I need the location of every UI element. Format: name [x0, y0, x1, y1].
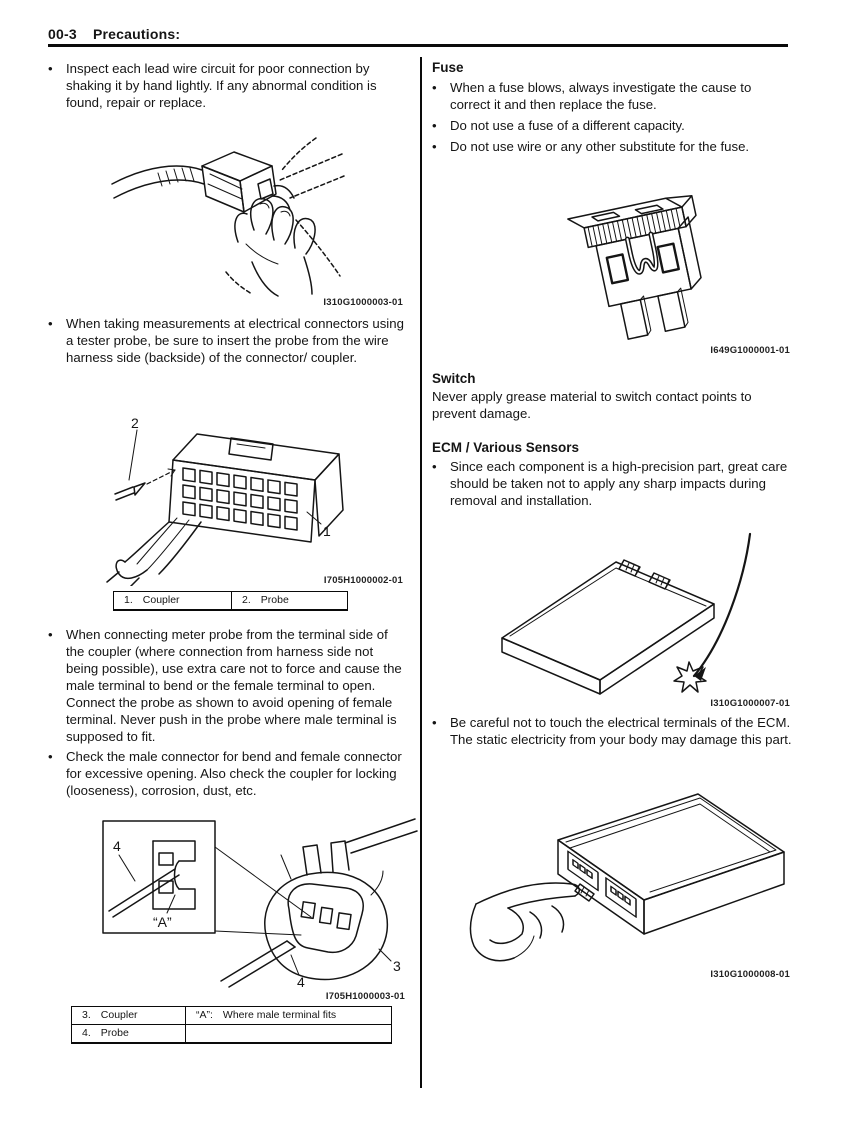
bullet-ecm-static [432, 714, 794, 748]
hand [470, 883, 579, 961]
probe-number-label: 4 [297, 974, 305, 989]
callout-lines [215, 847, 311, 935]
ecm-touch-illustration [468, 780, 802, 968]
bullet-inspect-lead-wire [48, 60, 406, 111]
bullet-marker [432, 458, 450, 509]
legend-label: Coupler [142, 594, 180, 606]
bullet-text: Be careful not to touch the electrical terminals of the ECM. The static electricity from your body may damage this part. [450, 715, 792, 747]
bullet-fuse-capacity [432, 117, 794, 134]
bullet-tester-probe [48, 315, 406, 366]
terminal-grid [183, 468, 297, 530]
bullet-text: When a fuse blows, always investigate the cause to correct it and then replace the fuse. [450, 80, 752, 112]
bullet-text: Do not use wire or any other substitute for the fuse. [450, 139, 750, 154]
inset-terminal-detail [109, 841, 195, 917]
motion-dashed-lines [226, 138, 344, 294]
figure-caption: I649G1000001-01 [710, 345, 790, 356]
legend-label: Probe [100, 1027, 129, 1039]
header-rule [48, 44, 788, 47]
label-leader-coupler [307, 512, 321, 524]
legend-note: Where male terminal fits [222, 1009, 337, 1021]
bullet-text: Since each component is a high-precision part, great care should be taken not to apply any sharp impacts during removal and installation. [450, 459, 788, 508]
bullet-text: Do not use a fuse of a different capacity. [450, 118, 685, 133]
bullet-marker [432, 138, 450, 155]
legend-note-key: “A”: [196, 1009, 213, 1021]
bullet-text: When taking measurements at electrical connectors using a tester probe, be sure to insert the probe from the wire harness side (backside) of the connector/ coupler. [66, 316, 404, 365]
coupler-number-label: 3 [393, 958, 401, 974]
bullet-marker [48, 626, 66, 745]
legend-cell [185, 1025, 391, 1042]
coupler-probe-illustration [105, 410, 377, 586]
bullet-text: Inspect each lead wire circuit for poor connection by shaking it by hand lightly. If any abnormal condition is found, repair or replace. [66, 61, 377, 110]
fuse-illustration [532, 188, 740, 352]
figure-fuse [532, 188, 740, 352]
bullet-ecm-impact [432, 458, 794, 509]
legend-label: Coupler [100, 1009, 138, 1021]
bullet-check-connector [48, 748, 406, 799]
legend-cell [114, 592, 231, 609]
section-heading-switch: Switch [432, 371, 476, 386]
bullet-marker [432, 714, 450, 748]
coupler-body [265, 819, 417, 980]
harness-shake-illustration [106, 124, 350, 298]
ecm-impact-illustration [488, 528, 792, 702]
bullet-fuse-substitute [432, 138, 794, 155]
bullet-text: When connecting meter probe from the terminal side of the coupler (where connection from harness side not being possible), use extra care not to force and cause the male terminal to bend or the female terminal to open. Connect the probe as shown to avoid opening of female terminal. Never push in the probe where male terminal is supposed to fit. [66, 627, 402, 744]
bullet-marker [48, 60, 66, 111]
wire-and-connector [112, 152, 294, 212]
ecm-box [502, 560, 714, 694]
coupler-leader [379, 949, 391, 961]
bullet-marker [48, 315, 66, 366]
waterproof-coupler-illustration [95, 815, 419, 989]
bullet-connecting-meter-probe [48, 626, 408, 745]
coupler-number-label: 1 [323, 523, 331, 539]
legend-num: 3. [82, 1009, 91, 1021]
switch-text: Never apply grease material to switch contact points to prevent damage. [432, 389, 752, 421]
ecm-box [558, 794, 784, 934]
legend-cell [72, 1007, 185, 1024]
bullet-text: Check the male connector for bend and female connector for excessive opening. Also check the coupler for locking (looseness), corrosion, dust, etc. [66, 749, 402, 798]
fuse-body [568, 193, 718, 346]
inset-probe-leader [119, 855, 135, 881]
legend-num: 1. [124, 594, 133, 606]
legend-num: 4. [82, 1027, 91, 1039]
figure-caption: I310G1000003-01 [323, 297, 403, 308]
figure-ecm-impact [488, 528, 792, 702]
probe [221, 941, 295, 987]
section-heading-fuse: Fuse [432, 60, 464, 75]
probe [115, 469, 175, 500]
bullet-fuse-blows [432, 79, 794, 113]
section-heading-ecm: ECM / Various Sensors [432, 440, 580, 455]
label-leader-probe [129, 430, 137, 480]
legend-table-waterproof [71, 1006, 392, 1044]
page-title: Precautions: [93, 26, 181, 42]
inset-fit-label: “A” [153, 914, 172, 930]
bullet-marker [432, 79, 450, 113]
figure-harness-shake [106, 124, 350, 298]
inset-probe-label: 4 [113, 838, 121, 854]
figure-caption: I310G1000008-01 [710, 969, 790, 980]
legend-label: Probe [260, 594, 289, 606]
connector-sockets [568, 851, 636, 917]
hand [235, 199, 315, 296]
bullet-marker [432, 117, 450, 134]
figure-caption: I310G1000007-01 [710, 698, 790, 709]
legend-table-coupler-probe [113, 591, 348, 611]
legend-cell [185, 1007, 391, 1024]
inset-fit-leader [167, 895, 175, 913]
figure-caption: I705H1000003-01 [325, 991, 405, 1002]
probe-number-label: 2 [131, 415, 139, 431]
bullet-marker [48, 748, 66, 799]
legend-num: 2. [242, 594, 251, 606]
figure-caption: I705H1000002-01 [323, 575, 403, 586]
column-divider [420, 57, 422, 1088]
page-number: 00-3 [48, 26, 77, 42]
legend-cell [72, 1025, 185, 1042]
figure-waterproof-coupler [95, 815, 419, 989]
figure-ecm-touch [468, 780, 802, 968]
legend-cell [231, 592, 347, 609]
figure-coupler-probe [105, 410, 377, 586]
